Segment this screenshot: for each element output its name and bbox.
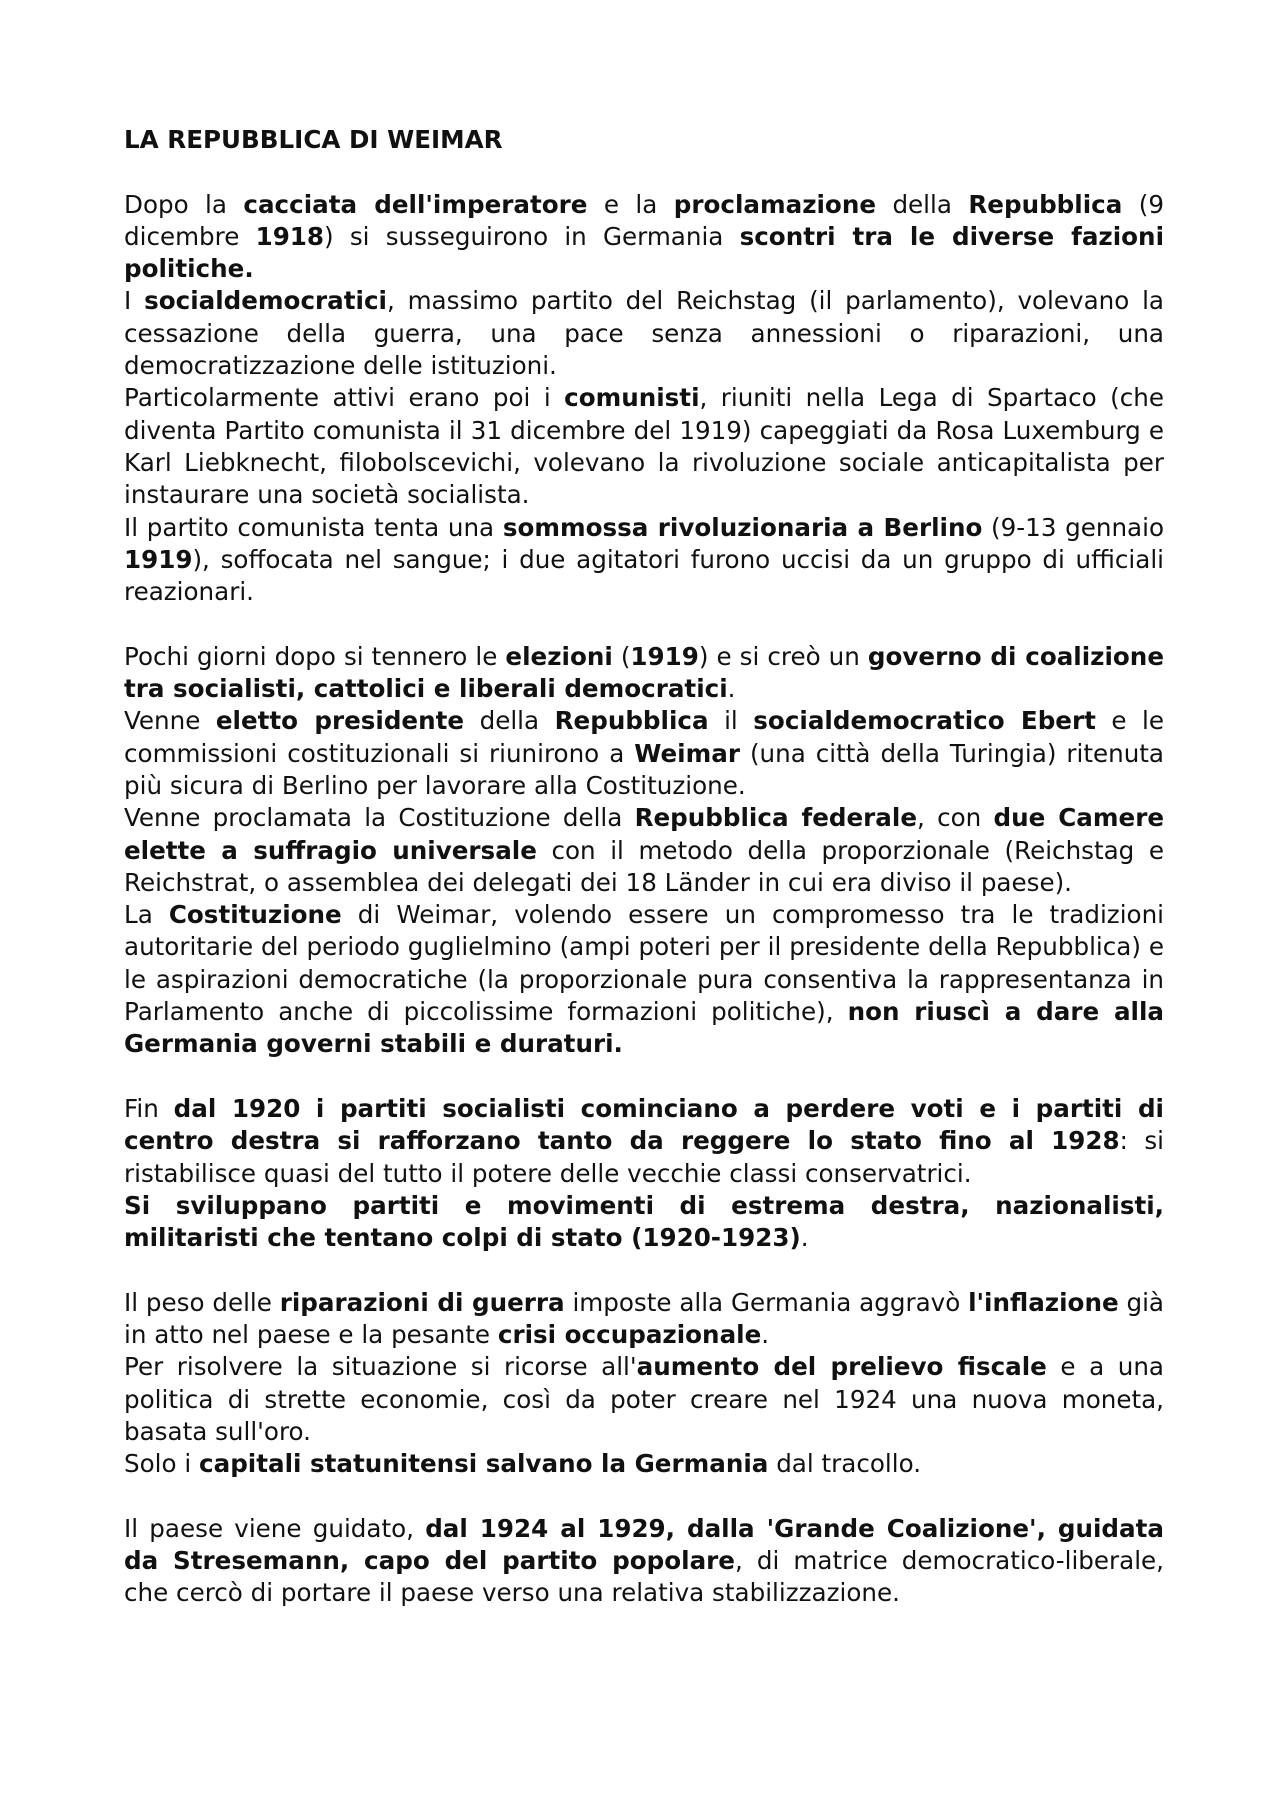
text: La bbox=[124, 900, 169, 930]
text: imposte alla Germania aggravò bbox=[564, 1287, 969, 1317]
text: e la bbox=[587, 189, 674, 219]
bold-text: 1919 bbox=[124, 544, 193, 574]
paragraph bbox=[124, 1190, 1164, 1255]
text: ) e si creò un bbox=[698, 641, 868, 671]
text: Fin bbox=[124, 1093, 174, 1123]
text: . bbox=[761, 1319, 770, 1349]
bold-text: Weimar bbox=[634, 738, 740, 768]
text: e a una politica di strette economie, così da poter creare nel 1924 una nuova moneta, basata sull'oro. bbox=[124, 1352, 1164, 1446]
bold-text: eletto presidente bbox=[215, 706, 465, 736]
paragraph bbox=[124, 641, 1164, 706]
text: della bbox=[876, 189, 969, 219]
bold-text: aumento del prelievo fiscale bbox=[636, 1352, 1047, 1382]
text: della bbox=[464, 706, 555, 736]
text: Dopo la bbox=[124, 189, 244, 219]
paragraph bbox=[124, 1448, 1164, 1480]
paragraph bbox=[124, 512, 1164, 609]
bold-text: comunisti bbox=[564, 383, 700, 413]
bold-text: Si sviluppano partiti e movimenti di estrema destra, nazionalisti, militaristi che tentano colpi di stato (1920-1923) bbox=[124, 1190, 1164, 1253]
text: Per risolvere la situazione si ricorse all' bbox=[124, 1352, 637, 1382]
text: ) si susseguirono in Germania bbox=[324, 221, 740, 251]
text: ), soffocata nel sangue; i due agitatori furono uccisi da un gruppo di ufficiali reazionari. bbox=[124, 544, 1164, 607]
text: Il peso delle bbox=[124, 1287, 280, 1317]
bold-text: governo di coalizione tra socialisti, cattolici e liberali democratici bbox=[124, 641, 1165, 704]
bold-text: dal 1924 al 1929, dalla 'Grande Coalizione', guidata da Stresemann, capo del partito popolare bbox=[124, 1513, 1164, 1576]
text: , di matrice democratico-liberale, che cercò di portare il paese verso una relativa stabilizzazione. bbox=[124, 1546, 1164, 1608]
text: , con bbox=[917, 803, 994, 833]
bold-text: 1918 bbox=[255, 221, 325, 251]
bold-text: sommossa rivoluzionaria a Berlino bbox=[502, 512, 983, 542]
bold-text: 1919 bbox=[630, 641, 699, 671]
text: e le commissioni costituzionali si riunirono a bbox=[124, 706, 1165, 768]
text: Particolarmente attivi erano poi i bbox=[124, 383, 565, 413]
text: (9-13 gennaio bbox=[982, 512, 1165, 542]
text: (9 dicembre bbox=[124, 189, 1164, 251]
document-body bbox=[124, 189, 1164, 1610]
text: Solo i bbox=[124, 1449, 200, 1479]
bold-text: Repubblica bbox=[554, 706, 709, 736]
bold-text: cacciata dell'imperatore bbox=[243, 189, 588, 219]
paragraph bbox=[124, 899, 1164, 1060]
bold-text: l'inflazione bbox=[968, 1287, 1119, 1317]
text: , riuniti nella Lega di Spartaco (che diventa Partito comunista il 31 dicembre del 1919) capeggiati da Rosa Luxemburg e Karl Liebknecht, filobolscevichi, volevano la rivoluzione sociale anticapitalista per instaurare una società socialista. bbox=[124, 383, 1164, 510]
bold-text: crisi occupazionale bbox=[497, 1319, 762, 1349]
bold-text: due Camere elette a suffragio universale bbox=[124, 803, 1165, 865]
bold-text: elezioni bbox=[505, 641, 613, 671]
paragraph bbox=[124, 1287, 1164, 1352]
paragraph bbox=[124, 705, 1164, 802]
bold-text: capitali statunitensi salvano la Germania bbox=[199, 1449, 769, 1479]
text: Il partito comunista tenta una bbox=[124, 512, 503, 542]
bold-text: Costituzione bbox=[168, 900, 342, 930]
text: Venne bbox=[124, 706, 216, 736]
text: già in atto nel paese e la pesante bbox=[124, 1287, 1164, 1349]
paragraph bbox=[124, 1351, 1164, 1448]
text: : si ristabilisce quasi del tutto il potere delle vecchie classi conservatrici. bbox=[124, 1126, 1165, 1188]
paragraph bbox=[124, 1093, 1164, 1190]
bold-text: socialdemocratici bbox=[144, 286, 387, 316]
text: . bbox=[800, 1223, 809, 1253]
bold-text: non riuscì a dare alla Germania governi stabili e duraturi. bbox=[124, 997, 1164, 1059]
text: (una città della Turingia) ritenuta più sicura di Berlino per lavorare alla Costituzione. bbox=[124, 738, 1164, 800]
text: . bbox=[727, 674, 736, 704]
paragraph bbox=[124, 285, 1164, 382]
bold-text: scontri tra le diverse fazioni politiche. bbox=[124, 221, 1164, 284]
bold-text: Repubblica federale bbox=[634, 803, 918, 833]
text: ( bbox=[612, 641, 631, 671]
text: I bbox=[124, 286, 145, 316]
text: Il paese viene guidato, bbox=[124, 1513, 426, 1543]
text: , massimo partito del Reichstag (il parlamento), volevano la cessazione della guerra, una pace senza annessioni o riparazioni, una democratizzazione delle istituzioni. bbox=[124, 286, 1164, 381]
paragraph bbox=[124, 189, 1164, 286]
paragraph bbox=[124, 1513, 1164, 1610]
text: il bbox=[708, 706, 754, 736]
bold-text: proclamazione bbox=[673, 189, 877, 219]
document-title: LA REPUBBLICA DI WEIMAR bbox=[124, 125, 503, 154]
bold-text: Repubblica bbox=[968, 189, 1123, 219]
paragraph bbox=[124, 382, 1164, 511]
text: con il metodo della proporzionale (Reichstag e Reichstrat, o assemblea dei delegati dei 18 Länder in cui era diviso il paese). bbox=[124, 835, 1165, 897]
bold-text: riparazioni di guerra bbox=[279, 1287, 565, 1317]
text: dal tracollo. bbox=[768, 1449, 922, 1479]
bold-text: dal 1920 i partiti socialisti cominciano a perdere voti e i partiti di centro destra si rafforzano tanto da reggere lo stato fino al 1928 bbox=[124, 1093, 1164, 1156]
paragraph bbox=[124, 802, 1164, 899]
document-page bbox=[124, 124, 1164, 1610]
text: di Weimar, volendo essere un compromesso tra le tradizioni autoritarie del periodo guglielmino (ampi poteri per il presidente della Repubblica) e le aspirazioni democratiche (la proporzionale pura consentiva la rappresentanza in Parlamento anche di piccolissime formazioni politiche), bbox=[124, 900, 1164, 1027]
bold-text: socialdemocratico Ebert bbox=[753, 706, 1096, 736]
text: Pochi giorni dopo si tennero le bbox=[124, 641, 506, 671]
text: Venne proclamata la Costituzione della bbox=[124, 803, 635, 833]
